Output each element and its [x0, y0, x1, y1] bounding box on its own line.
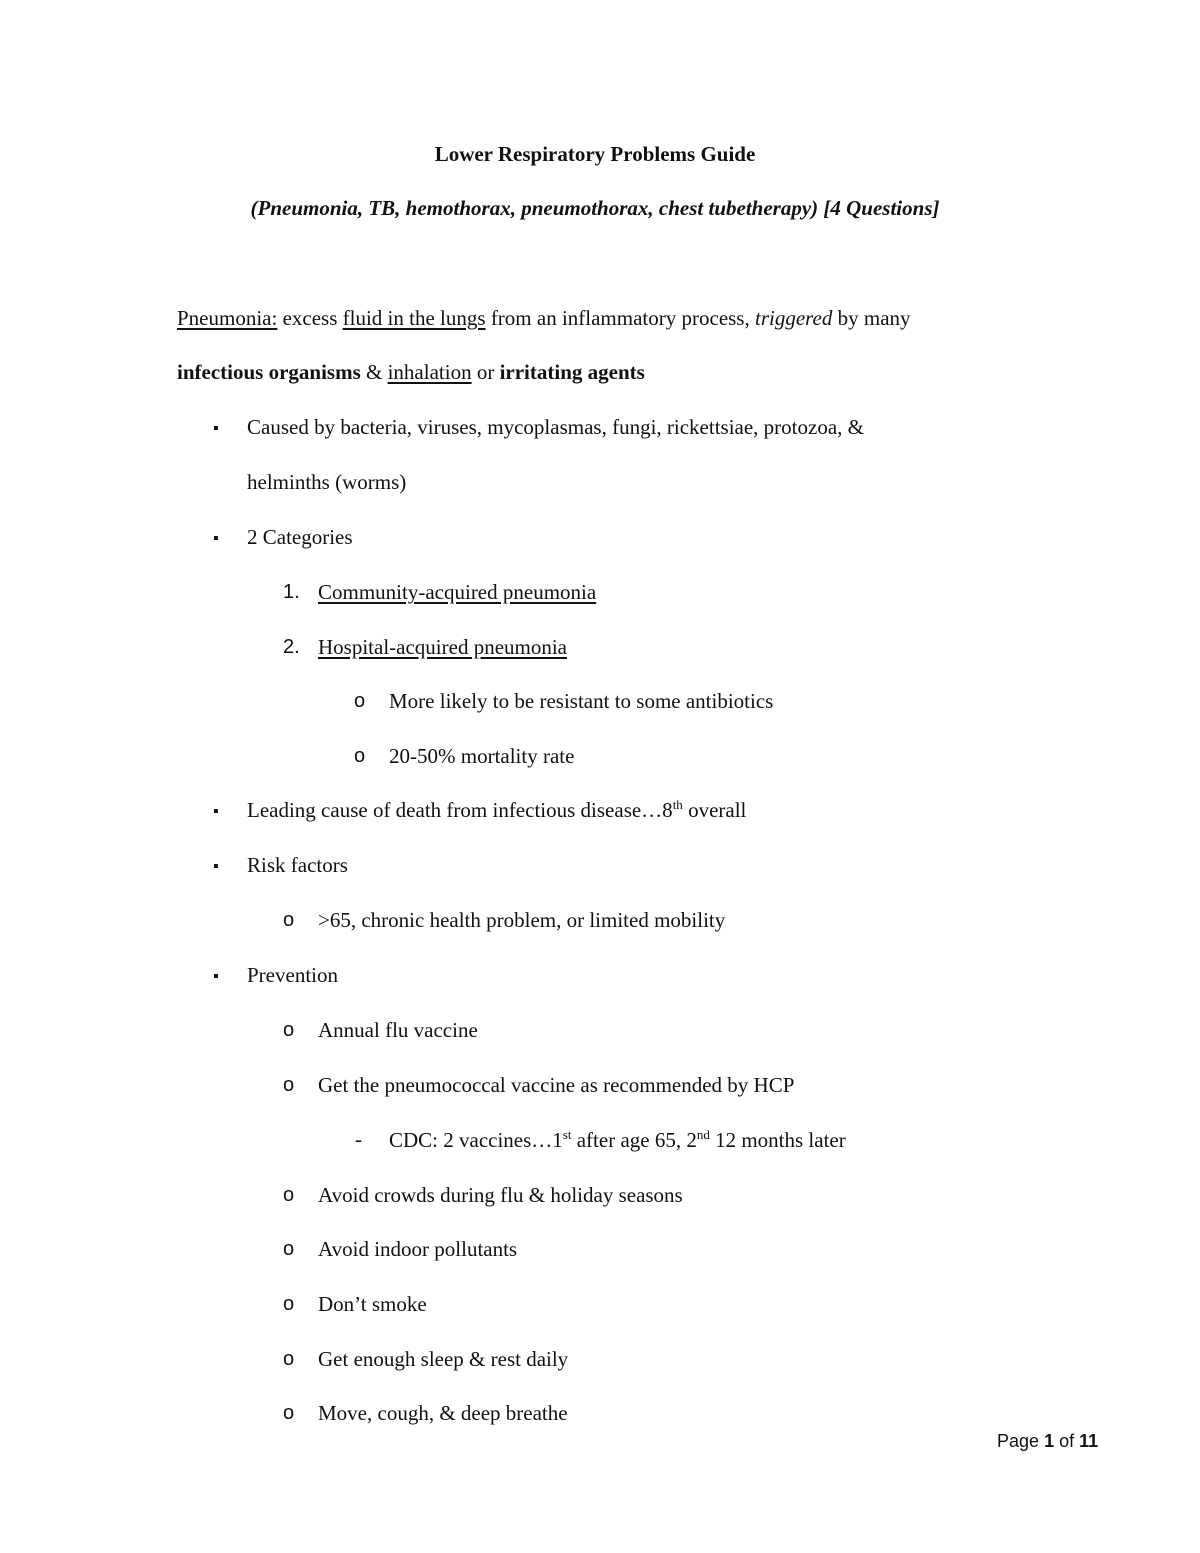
list-item: Hospital-acquired pneumonia — [318, 635, 568, 659]
square-bullet-icon: ▪ — [213, 420, 219, 437]
definition-line-1: Pneumonia: excess fluid in the lungs from an inflammatory process, triggered by many — [177, 306, 911, 330]
definition-line-2: infectious organisms & inhalation or irritating agents — [177, 360, 645, 384]
page-subtitle: (Pneumonia, TB, hemothorax, pneumothorax, chest tubetherapy) [4 Questions] — [250, 196, 940, 220]
list-item: More likely to be resistant to some antibiotics — [389, 689, 774, 713]
square-bullet-icon: ▪ — [213, 858, 219, 875]
list-item: Move, cough, & deep breathe — [318, 1401, 568, 1425]
page-footer: Page 1 of 11 — [997, 1431, 1099, 1451]
square-bullet-icon: ▪ — [213, 968, 219, 985]
circle-bullet-icon: o — [283, 909, 295, 931]
list-item: Get enough sleep & rest daily — [318, 1347, 569, 1371]
list-item-continuation: helminths (worms) — [247, 470, 407, 494]
circle-bullet-icon: o — [354, 745, 366, 767]
list-item: Annual flu vaccine — [318, 1018, 478, 1042]
page-number: 1 — [1044, 1431, 1055, 1451]
circle-bullet-icon: o — [283, 1348, 295, 1370]
list-item: Prevention — [247, 963, 338, 987]
list-number: 1. — [283, 581, 300, 603]
circle-bullet-icon: o — [283, 1293, 295, 1315]
list-item: Avoid crowds during flu & holiday seasons — [318, 1183, 683, 1207]
definition-term: Pneumonia: — [177, 306, 278, 330]
list-item: Get the pneumococcal vaccine as recommended by HCP — [318, 1073, 795, 1097]
list-item: Leading cause of death from infectious disease…8th overall — [247, 797, 747, 822]
square-bullet-icon: ▪ — [213, 530, 219, 547]
circle-bullet-icon: o — [354, 690, 366, 712]
dash-bullet-icon: - — [355, 1127, 362, 1151]
list-number: 2. — [283, 636, 300, 658]
list-item: Community-acquired pneumonia — [318, 580, 597, 604]
list-item: Avoid indoor pollutants — [318, 1237, 518, 1261]
list-item: Risk factors — [247, 853, 348, 877]
list-item: CDC: 2 vaccines…1st after age 65, 2nd 12 months later — [389, 1127, 846, 1152]
circle-bullet-icon: o — [283, 1074, 295, 1096]
circle-bullet-icon: o — [283, 1019, 295, 1041]
list-item: Caused by bacteria, viruses, mycoplasmas, fungi, rickettsiae, protozoa, & — [247, 415, 864, 439]
circle-bullet-icon: o — [283, 1184, 295, 1206]
square-bullet-icon: ▪ — [213, 803, 219, 820]
page-total: 11 — [1079, 1431, 1099, 1451]
list-item: Don’t smoke — [318, 1292, 427, 1316]
circle-bullet-icon: o — [283, 1402, 295, 1424]
list-item: >65, chronic health problem, or limited mobility — [318, 908, 726, 932]
page-title: Lower Respiratory Problems Guide — [434, 142, 756, 166]
circle-bullet-icon: o — [283, 1238, 295, 1260]
list-item: 20-50% mortality rate — [389, 744, 575, 768]
list-item: 2 Categories — [247, 525, 353, 549]
